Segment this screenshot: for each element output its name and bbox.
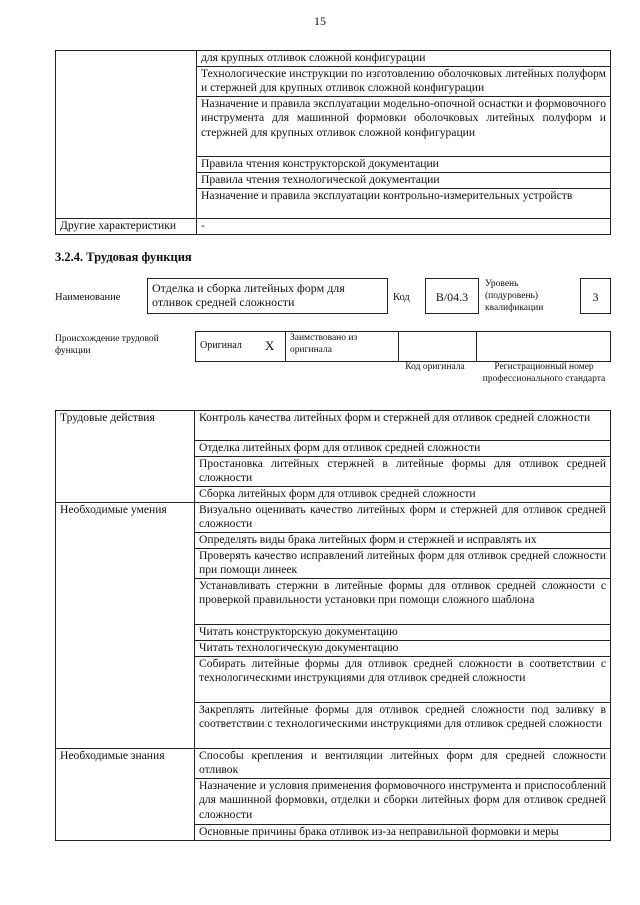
level-value-box [580, 278, 611, 314]
top-table-row: Технологические инструкции по изготовлению оболочковых литейных полуформ и стержней для крупных отливок сложной конфигурации [197, 67, 611, 97]
labor-action-item: Контроль качества литейных форм и стержней для отливок средней сложности [195, 411, 611, 441]
level-value: 3 [592, 290, 599, 304]
main-table [55, 410, 611, 841]
name-label: Наименование [55, 292, 121, 303]
borrowed-label: Заимствовано из оригинала [286, 332, 399, 362]
other-characteristics-value: - [197, 219, 611, 235]
skill-item: Закреплять литейные формы для отливок средней сложности под заливку в соответствии с технологическими инструкциями для отливок средней сложности [195, 703, 611, 749]
required-skills-label: Необходимые умения [56, 503, 195, 749]
level-label: Уровень (подуровень) квалификации [485, 279, 544, 313]
knowledge-item: Основные причины брака отливок из-за неправильной формовки и меры [195, 825, 611, 841]
section-title: 3.2.4. Трудовая функция [55, 250, 192, 264]
reg-number-label: Регистрационный номер профессионального стандарта [482, 362, 606, 384]
skill-item: Читать технологическую документацию [195, 641, 611, 657]
name-value-box [147, 278, 388, 314]
original-label: Оригинал [196, 332, 255, 362]
knowledge-item: Назначение и условия применения формовочного инструмента и приспособлений для машинной формовки, отделки и сборки литейных форм для отливок средней сложности [195, 779, 611, 825]
top-table-row: Назначение и правила эксплуатации контрольно-измерительных устройств [197, 189, 611, 219]
labor-action-item: Простановка литейных стержней в литейные формы для отливок средней сложности [195, 457, 611, 487]
top-table-row: для крупных отливок сложной конфигурации [197, 51, 611, 67]
top-table-row: Правила чтения конструкторской документации [197, 157, 611, 173]
skill-item: Визуально оценивать качество литейных форм и стержней для отливок средней сложности [195, 503, 611, 533]
top-table-row: Правила чтения технологической документации [197, 173, 611, 189]
top-table [55, 50, 611, 235]
knowledge-item: Способы крепления и вентиляции литейных форм для средней сложности отливок [195, 749, 611, 779]
labor-action-item: Отделка литейных форм для отливок средней сложности [195, 441, 611, 457]
code-original-label: Код оригинала [405, 362, 465, 372]
required-knowledge-label: Необходимые знания [56, 749, 195, 841]
code-original-cell [399, 332, 477, 362]
other-characteristics-label: Другие характеристики [56, 219, 197, 235]
skill-item: Читать конструкторскую документацию [195, 625, 611, 641]
skill-item: Собирать литейные формы для отливок средней сложности в соответствии с технологическими инструкциями для отливок средней сложности [195, 657, 611, 703]
top-table-left-empty [56, 51, 197, 219]
code-value: B/04.3 [435, 290, 469, 304]
skill-item: Проверять качество исправлений литейных форм для отливок средней сложности при помощи линеек [195, 549, 611, 579]
original-mark: X [255, 332, 286, 362]
top-table-row: Назначение и правила эксплуатации модельно-опочной оснастки и формовочного инструмента для машинной формовки оболочковых литейных полуформ и стержней для крупных отливок сложной конфигурации [197, 97, 611, 157]
code-value-box [425, 278, 479, 314]
labor-actions-label: Трудовые действия [56, 411, 195, 503]
reg-number-cell [477, 332, 611, 362]
page-number: 15 [314, 14, 326, 28]
origin-table [195, 331, 611, 362]
name-value: Отделка и сборка литейных форм для отливок средней сложности [152, 281, 345, 309]
skill-item: Устанавливать стержни в литейные формы для отливок средней сложности с проверкой правильности установки при помощи сложного шаблона [195, 579, 611, 625]
origin-label: Происхождение трудовой функции [55, 334, 159, 356]
skill-item: Определять виды брака литейных форм и стержней и исправлять их [195, 533, 611, 549]
code-label: Код [393, 292, 410, 303]
labor-action-item: Сборка литейных форм для отливок средней сложности [195, 487, 611, 503]
